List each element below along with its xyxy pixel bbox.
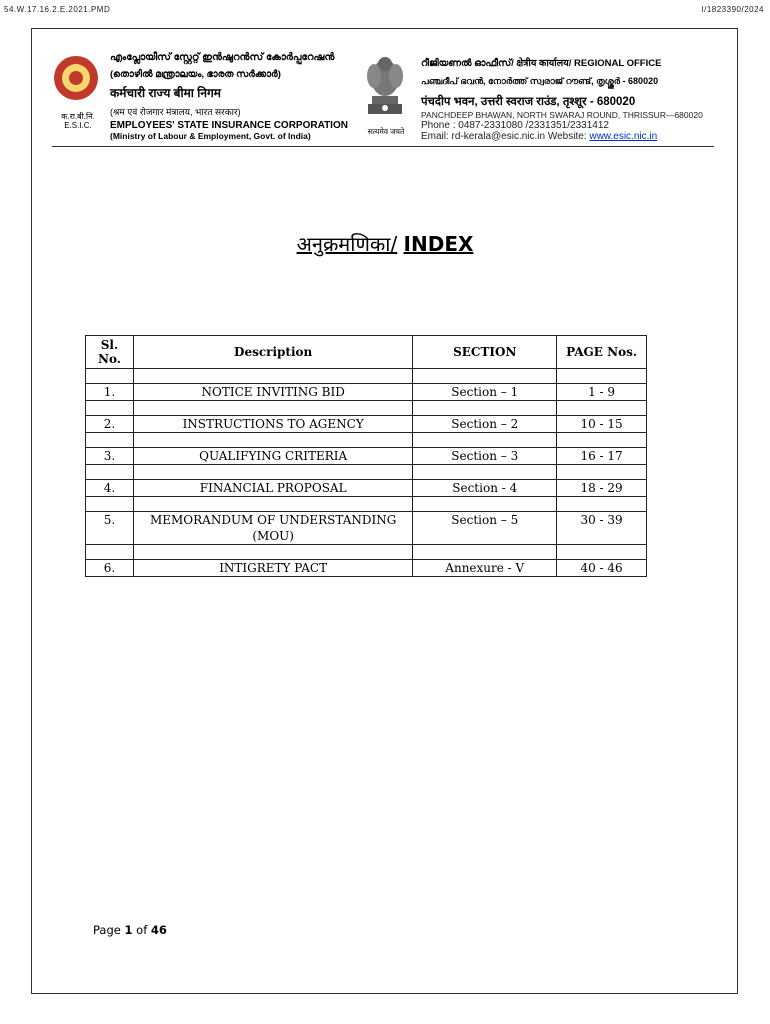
row-description: NOTICE INVITING BID <box>133 384 412 401</box>
table-spacer-row <box>86 433 647 448</box>
row-description: INSTRUCTIONS TO AGENCY <box>133 416 412 433</box>
row-sl-no: 6. <box>86 560 134 577</box>
row-description: INTIGRETY PACT <box>133 560 412 577</box>
table-row <box>86 560 647 577</box>
organization-name-block <box>110 52 360 141</box>
esic-hindi-abbrev: क.रा.बी.नि. <box>61 112 95 121</box>
table-row <box>86 448 647 465</box>
row-section: Section – 3 <box>413 448 557 465</box>
row-section: Annexure - V <box>413 560 557 577</box>
table-spacer-row <box>86 369 647 384</box>
table-spacer-row <box>86 465 647 480</box>
header-divider <box>52 146 714 147</box>
org-ministry-malayalam: (തൊഴിൽ മന്ത്രാലയം, ഭാരത സർക്കാർ) <box>110 69 281 80</box>
row-sl-no: 4. <box>86 480 134 497</box>
index-table <box>85 335 647 577</box>
row-pages: 40 - 46 <box>557 560 647 577</box>
document-file-id: 54.W.17.16.2.E.2021.PMD <box>4 5 111 14</box>
org-name-malayalam: എംപ്ലോയീസ് സ്റ്റേറ്റ് ഇൻഷുറൻസ് കോർപ്പറേഷൻ <box>110 52 335 63</box>
page-number <box>93 923 167 937</box>
title-english: INDEX <box>403 232 474 256</box>
office-title: റീജിയണൽ ഓഫീസ്/ क्षेत्रीय कार्यालय/ REGIONAL OFFICE <box>421 58 662 69</box>
page-title <box>0 230 770 257</box>
row-pages: 10 - 15 <box>557 416 647 433</box>
esic-english-abbrev: E.S.I.C. <box>64 121 92 130</box>
table-row <box>86 480 647 497</box>
table-spacer-row <box>86 401 647 416</box>
national-emblem-icon <box>362 52 408 122</box>
row-sl-no: 5. <box>86 512 134 545</box>
row-section: Section – 5 <box>413 512 557 545</box>
table-row <box>86 416 647 433</box>
letterhead <box>52 48 716 148</box>
emblem-motto: सत्यमेव जयते <box>367 127 405 136</box>
column-header-description: Description <box>133 336 412 369</box>
org-ministry-english: (Ministry of Labour & Employment, Govt. of India) <box>110 131 311 141</box>
row-sl-no: 3. <box>86 448 134 465</box>
row-section: Section – 1 <box>413 384 557 401</box>
office-phone: Phone : 0487-2331080 /2331351/2331412 <box>421 120 609 131</box>
total-pages: 46 <box>150 923 167 937</box>
row-description: MEMORANDUM OF UNDERSTANDING (MOU) <box>133 512 412 545</box>
website-link[interactable]: www.esic.nic.in <box>589 131 658 142</box>
row-sl-no: 2. <box>86 416 134 433</box>
page-word: Page <box>93 923 121 937</box>
row-pages: 16 - 17 <box>557 448 647 465</box>
row-section: Section – 2 <box>413 416 557 433</box>
current-page: 1 <box>124 923 133 937</box>
office-email: Email: rd-kerala@esic.nic.in Website: <box>421 131 590 142</box>
row-description: QUALIFYING CRITERIA <box>133 448 412 465</box>
of-word: of <box>136 923 148 937</box>
table-row <box>86 512 647 545</box>
esic-logo-icon <box>54 56 98 100</box>
row-pages: 18 - 29 <box>557 480 647 497</box>
office-email-website <box>421 131 721 142</box>
org-ministry-hindi: (श्रम एवं रोजगार मंत्रालय, भारत सरकार) <box>110 107 241 117</box>
row-pages: 1 - 9 <box>557 384 647 401</box>
regional-office-block <box>421 56 721 142</box>
column-header-section: SECTION <box>413 336 557 369</box>
office-address-malayalam: പഞ്ചദീപ് ഭവൻ, നോർത്ത് സ്വരാജ് റൗണ്ട്, തൃശ്ശൂർ - 680020 <box>421 76 659 86</box>
org-name-english: EMPLOYEES' STATE INSURANCE CORPORATION <box>110 120 348 131</box>
row-description: FINANCIAL PROPOSAL <box>133 480 412 497</box>
column-header-page-nos: PAGE Nos. <box>557 336 647 369</box>
column-header-sl-no: Sl. No. <box>86 336 134 369</box>
row-pages: 30 - 39 <box>557 512 647 545</box>
office-address-english: PANCHDEEP BHAWAN, NORTH SWARAJ ROUND, THRISSUR—680020 <box>421 110 703 120</box>
org-name-hindi: कर्मचारी राज्य बीमा निगम <box>110 86 221 100</box>
document-reference-number: I/1823390/2024 <box>701 5 764 14</box>
office-address-hindi: पंचदीप भवन, उत्तरी स्वराज राउंड, तृश्शूर - 680020 <box>421 96 636 108</box>
table-row <box>86 384 647 401</box>
row-section: Section - 4 <box>413 480 557 497</box>
table-spacer-row <box>86 545 647 560</box>
row-sl-no: 1. <box>86 384 134 401</box>
table-header-row <box>86 336 647 369</box>
title-hindi: अनुक्रमणिका/ <box>296 232 398 256</box>
table-spacer-row <box>86 497 647 512</box>
